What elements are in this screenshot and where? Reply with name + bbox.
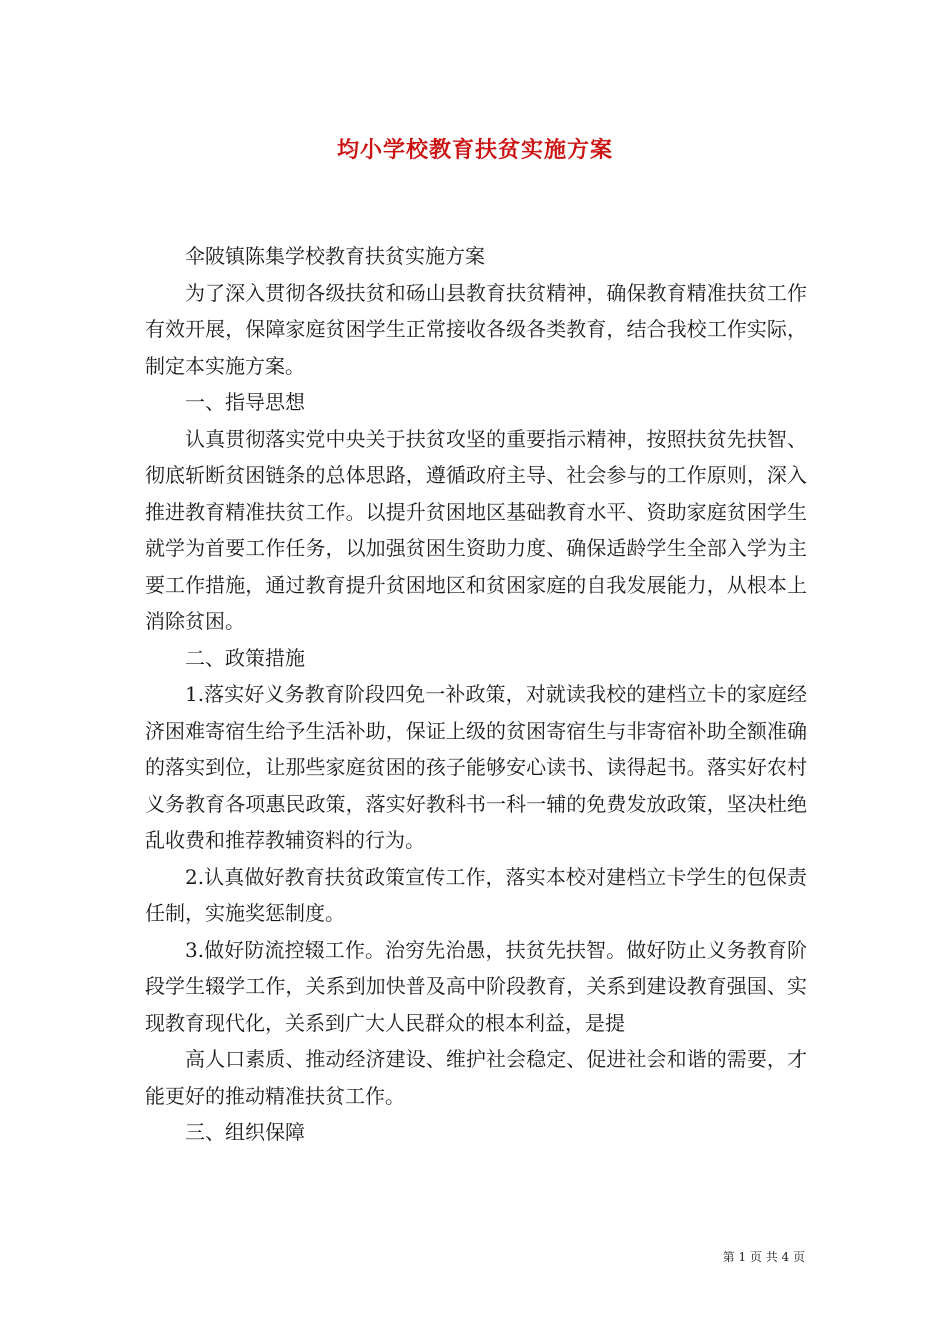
guiding-thought-paragraph: 认真贯彻落实党中央关于扶贫攻坚的重要指示精神，按照扶贫先扶智、彻底斩断贫困链条的总体思路，遵循政府主导、社会参与的工作原则，深入推进教育精准扶贫工作。以提升贫困地区基础教育水平、资助家庭贫困学生就学为首要工作任务，以加强贫困生资助力度、确保适龄学生全部入学为主要工作措施，通过教育提升贫困地区和贫困家庭的自我发展能力，从根本上消除贫困。 [145,426,807,633]
policy-item-3: 3.做好防流控辍工作。治穷先治愚，扶贫先扶智。做好防止义务教育阶段学生辍学工作，关系到加快普及高中阶段教育，关系到建设教育强国、实现教育现代化，关系到广大人民群众的根本利益，是提 [145,937,807,1035]
policy-item-2: 2.认真做好教育扶贫政策宣传工作，落实本校对建档立卡学生的包保责任制，实施奖惩制度。 [145,864,807,925]
intro-paragraph: 为了深入贯彻各级扶贫和砀山县教育扶贫精神，确保教育精准扶贫工作有效开展，保障家庭贫困学生正常接收各级各类教育，结合我校工作实际，制定本实施方案。 [145,280,807,378]
page-title: 均小学校教育扶贫实施方案 [336,137,613,163]
subtitle-paragraph: 伞陂镇陈集学校教育扶贫实施方案 [185,244,485,268]
page-footer: 第 1 页 共 4 页 [722,1250,805,1264]
policy-item-1: 1.落实好义务教育阶段四免一补政策，对就读我校的建档立卡的家庭经济困难寄宿生给予生活补助，保证上级的贫困寄宿生与非寄宿补助全额准确的落实到位，让那些家庭贫困的孩子能够安心读书、读得起书。落实好农村义务教育各项惠民政策，落实好教科书一科一辅的免费发放政策，坚决杜绝乱收费和推荐教辅资料的行为。 [145,682,807,852]
document-body [145,238,807,1151]
section-heading-guiding-thought: 一、指导思想 [185,390,305,414]
section-heading-policy-measures: 二、政策措施 [185,645,305,670]
policy-item-3-continued: 高人口素质、推动经济建设、维护社会稳定、促进社会和谐的需要，才能更好的推动精准扶贫工作。 [145,1047,807,1108]
section-heading-organization: 三、组织保障 [185,1120,305,1144]
